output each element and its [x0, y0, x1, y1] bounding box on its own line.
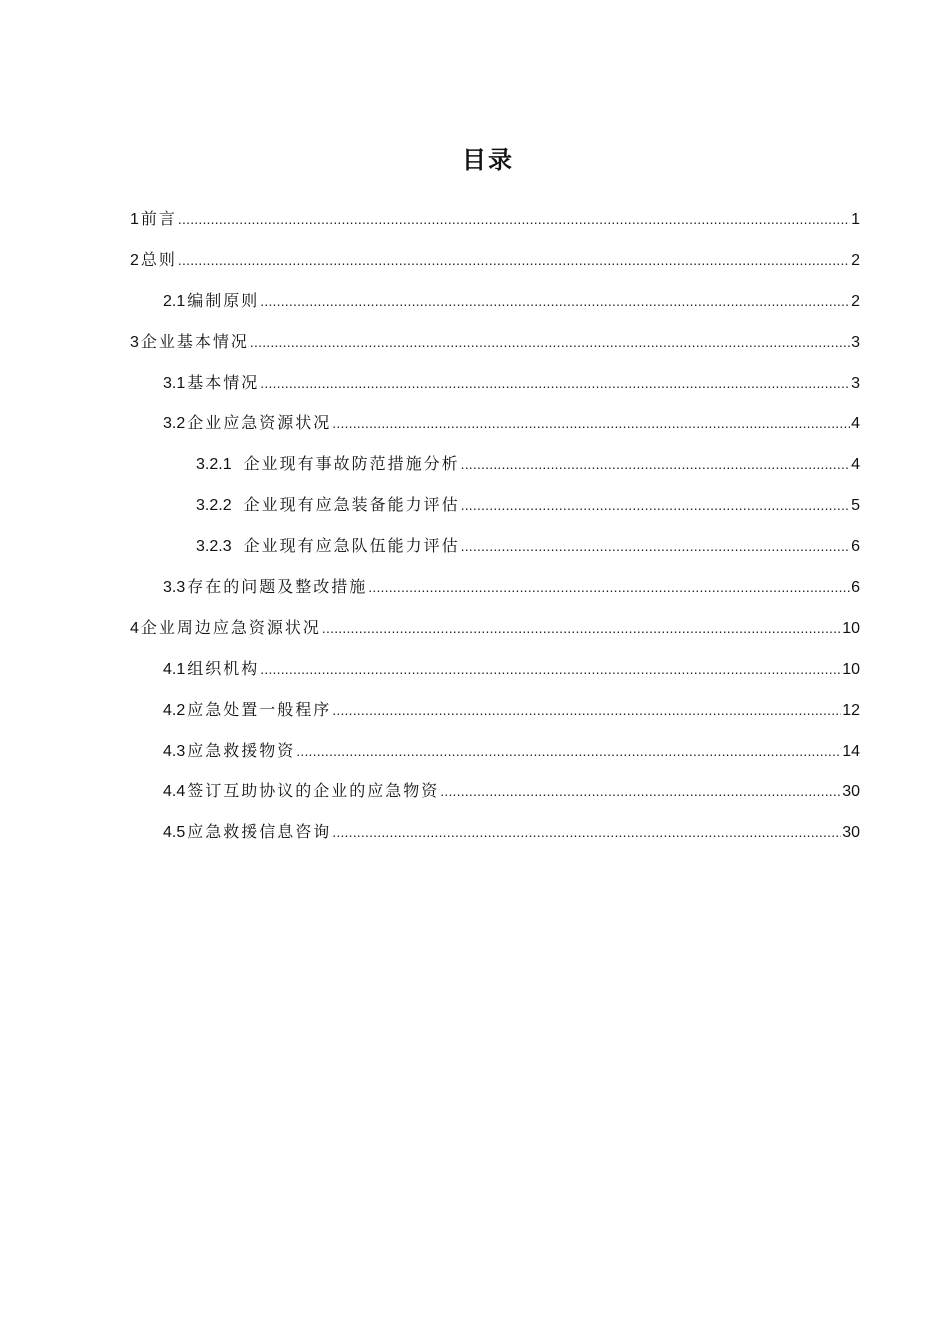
toc-dot-leader	[461, 450, 850, 478]
toc-entry[interactable]	[130, 655, 860, 696]
toc-page-number: 3	[851, 374, 860, 392]
toc-entry-title: 签订互助协议的企业的应急物资	[187, 781, 440, 801]
toc-page-number: 2	[851, 292, 860, 310]
toc-dot-leader	[368, 573, 850, 601]
toc-page-number: 2	[851, 251, 860, 269]
toc-entry-number: 4.4	[163, 783, 186, 801]
toc-dot-leader	[260, 369, 850, 397]
toc-page-number: 4	[851, 456, 860, 474]
toc-entry[interactable]	[130, 287, 860, 328]
toc-entry-title: 基本情况	[187, 372, 260, 392]
toc-entry-number: 4.3	[163, 742, 186, 760]
toc-entry[interactable]	[130, 532, 860, 573]
toc-entry[interactable]	[130, 614, 860, 655]
toc-page-number: 1	[851, 211, 860, 228]
toc-entry-title: 企业应急资源状况	[187, 413, 332, 433]
toc-entry-number: 1	[130, 211, 139, 228]
toc-page-number: 6	[851, 538, 860, 556]
table-of-contents	[130, 205, 860, 859]
toc-entry-number: 2	[130, 251, 139, 269]
toc-entry-number: 3.2.3	[196, 538, 232, 556]
toc-dot-leader	[178, 205, 850, 233]
toc-entry[interactable]	[130, 573, 860, 614]
toc-page-number: 30	[842, 824, 860, 842]
toc-entry-title: 存在的问题及整改措施	[187, 577, 368, 597]
toc-entry-title: 总则	[140, 249, 177, 269]
toc-entry-title: 组织机构	[187, 658, 260, 678]
toc-entry-number: 4.5	[163, 824, 186, 842]
toc-entry[interactable]	[130, 409, 860, 450]
toc-dot-leader	[178, 246, 850, 274]
toc-page-number: 30	[842, 783, 860, 801]
toc-page-number: 12	[842, 701, 860, 719]
toc-page-number: 3	[851, 333, 860, 351]
toc-entry-number: 4.1	[163, 660, 186, 678]
toc-entry-title: 企业周边应急资源状况	[140, 617, 321, 637]
toc-entry[interactable]	[130, 246, 860, 287]
toc-entry-number: 4	[130, 619, 139, 637]
toc-dot-leader	[332, 409, 850, 437]
toc-title: 目录	[462, 146, 514, 174]
toc-entry[interactable]	[130, 205, 860, 246]
toc-entry[interactable]	[130, 369, 860, 410]
toc-entry-title: 企业现有事故防范措施分析	[243, 454, 460, 474]
toc-dot-leader	[250, 328, 850, 356]
toc-entry-title: 应急处置一般程序	[187, 699, 332, 719]
toc-dot-leader	[322, 614, 841, 642]
toc-page-number: 14	[842, 742, 860, 760]
toc-entry-title: 前言	[140, 209, 177, 228]
toc-dot-leader	[461, 532, 850, 560]
toc-entry[interactable]	[130, 450, 860, 491]
toc-entry-number: 4.2	[163, 701, 186, 719]
toc-entry-title: 应急救援物资	[187, 740, 296, 760]
toc-dot-leader	[332, 818, 841, 846]
toc-entry-number: 3.2.2	[196, 497, 232, 515]
toc-dot-leader	[296, 737, 841, 765]
toc-page-number: 4	[851, 415, 860, 433]
toc-dot-leader	[461, 491, 850, 519]
toc-dot-leader	[440, 777, 841, 805]
toc-entry[interactable]	[130, 491, 860, 532]
toc-entry-number: 3.2	[163, 415, 186, 433]
toc-entry-title: 企业基本情况	[140, 331, 249, 351]
toc-page-number: 10	[842, 619, 860, 637]
toc-dot-leader	[332, 696, 841, 724]
toc-entry-title: 企业现有应急装备能力评估	[243, 495, 460, 515]
toc-entry-title: 企业现有应急队伍能力评估	[243, 536, 460, 556]
toc-entry-title: 编制原则	[187, 290, 260, 310]
toc-entry-number: 3.1	[163, 374, 186, 392]
toc-entry[interactable]	[130, 737, 860, 778]
toc-page-number: 6	[851, 579, 860, 597]
toc-entry[interactable]	[130, 777, 860, 818]
toc-entry-number: 2.1	[163, 292, 186, 310]
toc-entry[interactable]	[130, 328, 860, 369]
toc-entry-number: 3.2.1	[196, 456, 232, 474]
toc-page-number: 10	[842, 660, 860, 678]
toc-entry[interactable]	[130, 818, 860, 859]
toc-dot-leader	[260, 655, 841, 683]
toc-entry[interactable]	[130, 696, 860, 737]
toc-entry-number: 3	[130, 333, 139, 351]
toc-entry-title: 应急救援信息咨询	[187, 822, 332, 842]
toc-page-number: 5	[851, 497, 860, 515]
toc-dot-leader	[260, 287, 850, 315]
toc-entry-number: 3.3	[163, 579, 186, 597]
